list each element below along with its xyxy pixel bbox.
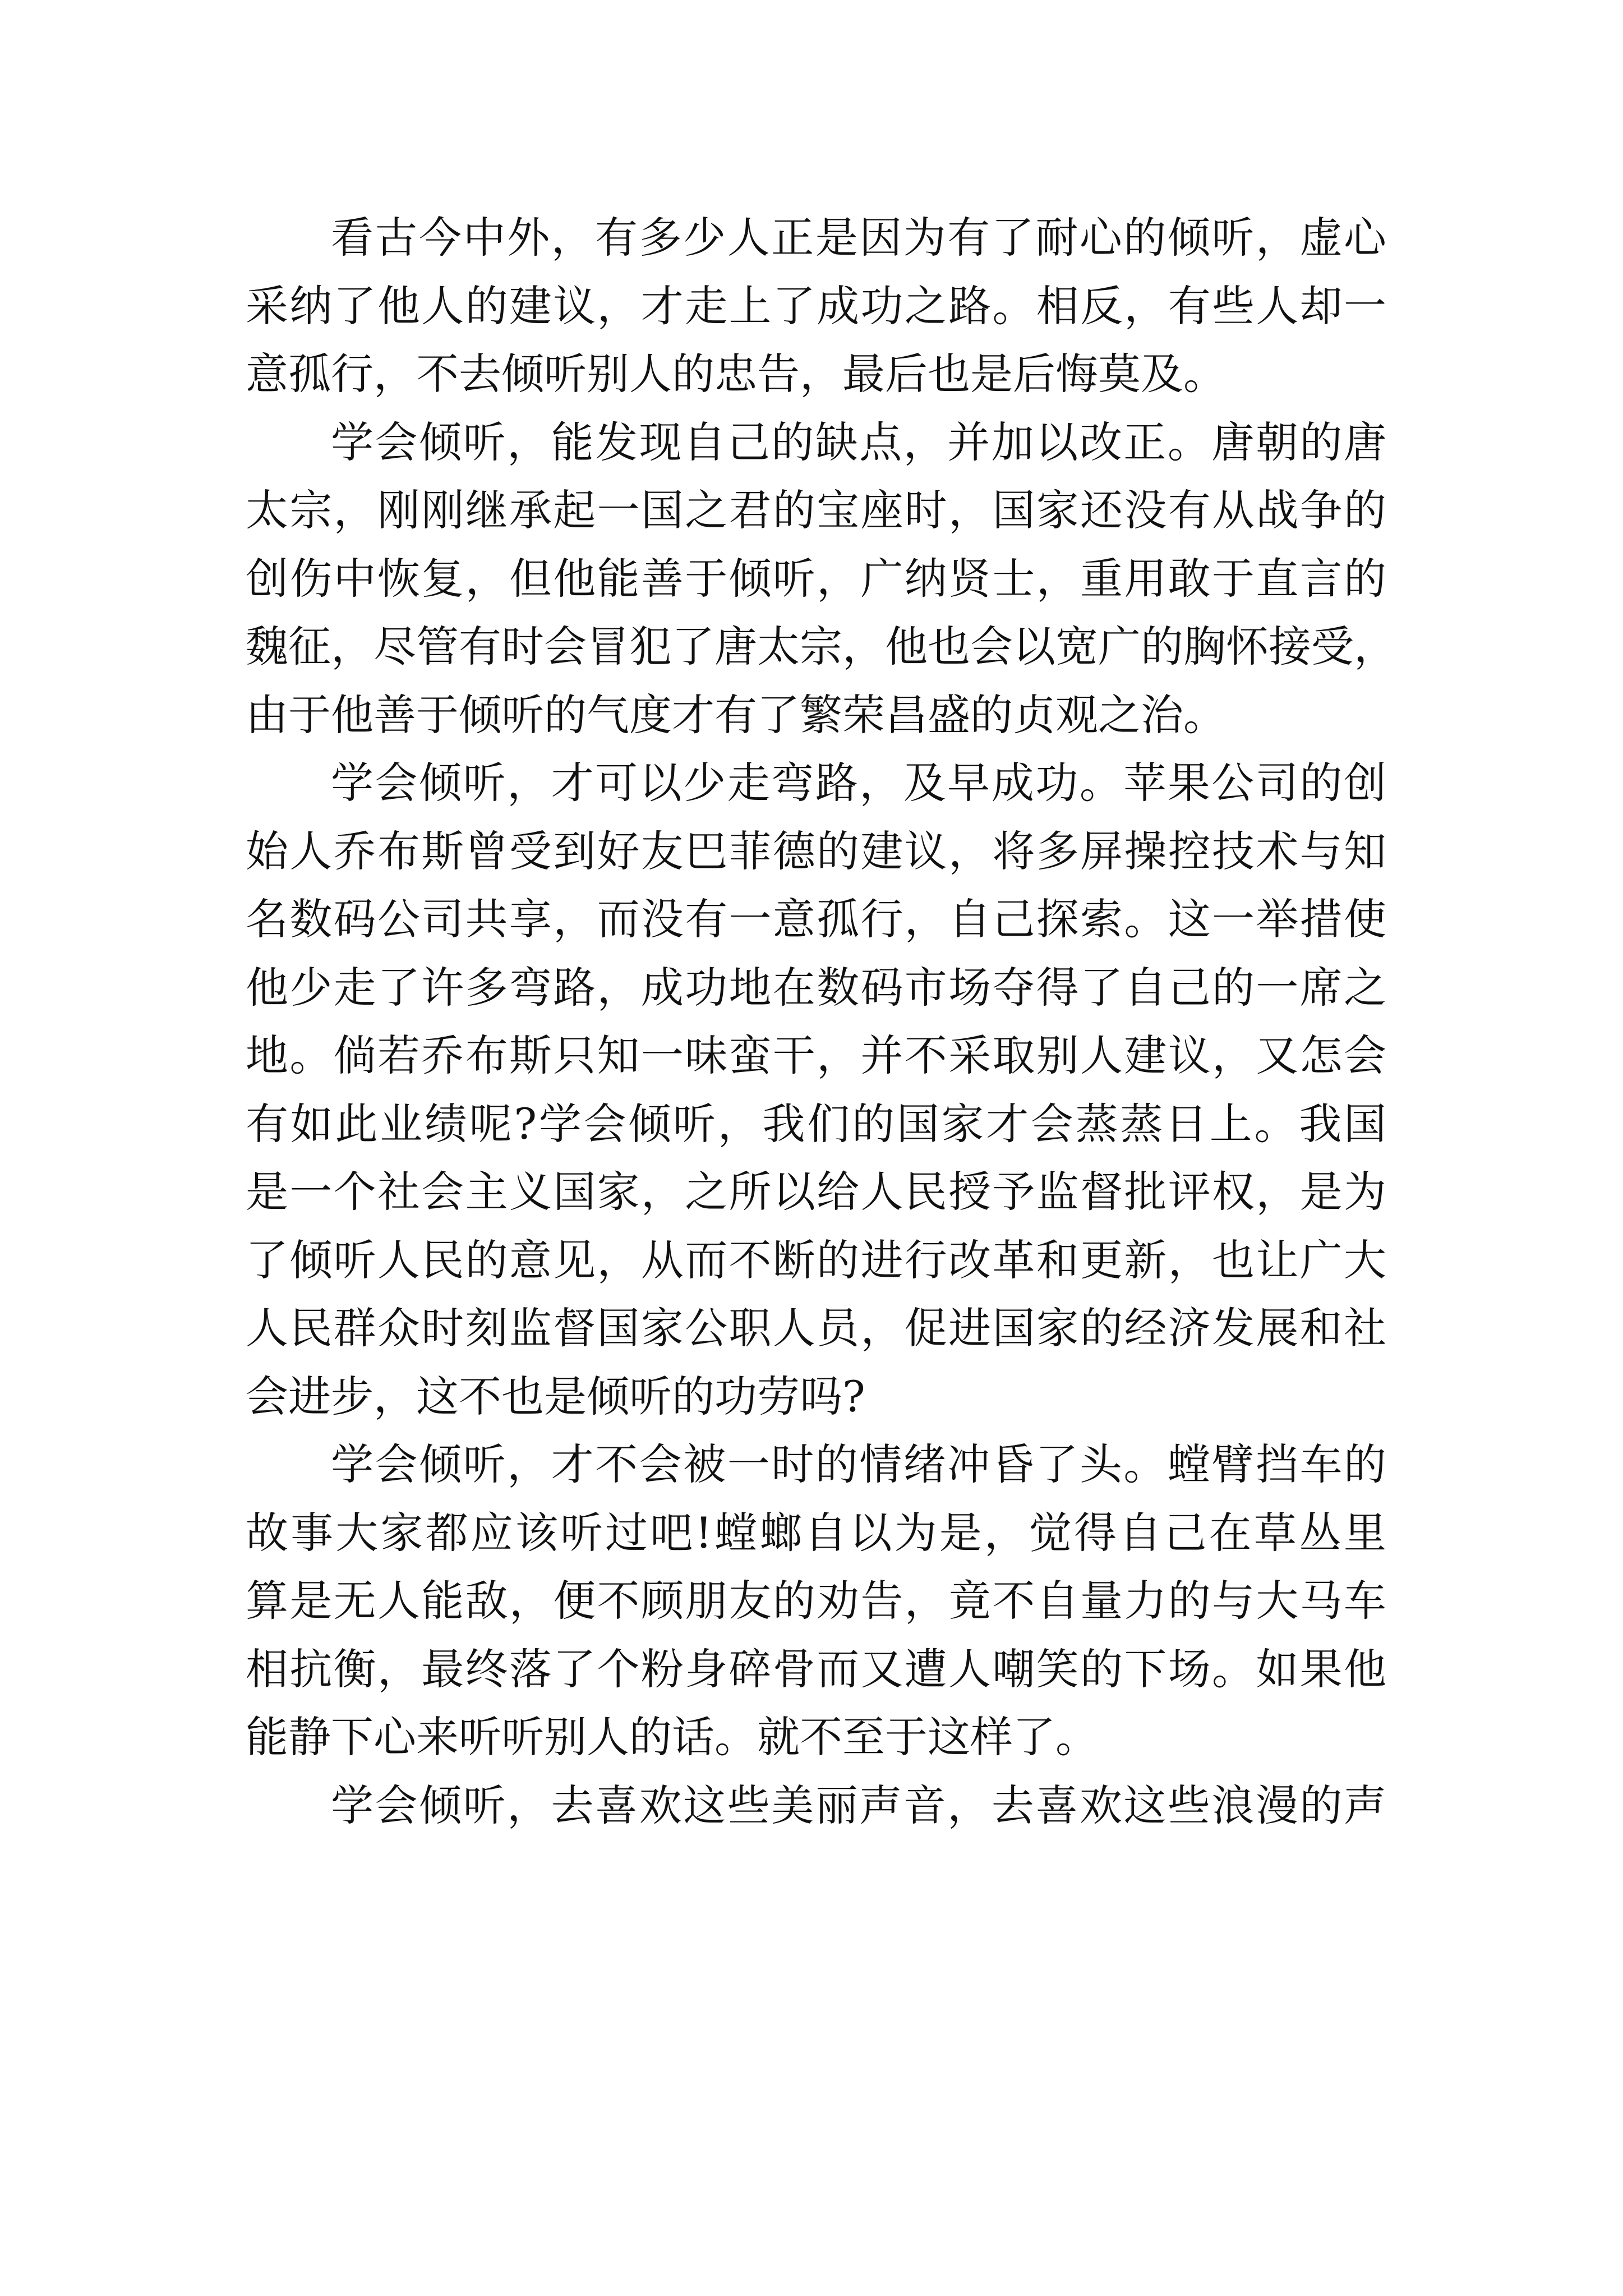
paragraph-line: 采纳了他人的建议，才走上了成功之路。相反，有些人却一 <box>246 280 1386 331</box>
paragraph-line: 会进步，这不也是倾听的功劳吗? <box>246 1371 865 1421</box>
paragraph-line: 名数码公司共享，而没有一意孤行，自己探索。这一举措使 <box>246 894 1386 944</box>
paragraph-line: 了倾听人民的意见，从而不断的进行改革和更新，也让广大 <box>246 1235 1386 1285</box>
paragraph-line: 算是无人能敌，便不顾朋友的劝告，竟不自量力的与大马车 <box>246 1576 1386 1626</box>
paragraph-line: 有如此业绩呢?学会倾听，我们的国家才会蒸蒸日上。我国 <box>246 1098 1386 1149</box>
article-body <box>246 204 1396 1839</box>
paragraph-line: 学会倾听，才可以少走弯路，及早成功。苹果公司的创 <box>331 758 1386 808</box>
paragraph-line: 故事大家都应该听过吧!螳螂自以为是，觉得自己在草丛里 <box>246 1507 1386 1558</box>
paragraph-line: 是一个社会主义国家，之所以给人民授予监督批评权，是为 <box>246 1167 1386 1217</box>
paragraph-line: 学会倾听，去喜欢这些美丽声音，去喜欢这些浪漫的声 <box>331 1780 1386 1830</box>
paragraph-line: 魏征，尽管有时会冒犯了唐太宗，他也会以宽广的胸怀接受， <box>246 622 1396 671</box>
paragraph-line: 始人乔布斯曾受到好友巴菲德的建议，将多屏操控技术与知 <box>246 826 1386 876</box>
paragraph-line: 创伤中恢复，但他能善于倾听，广纳贤士，重用敢于直言的 <box>246 553 1386 604</box>
paragraph-line: 学会倾听，能发现自己的缺点，并加以改正。唐朝的唐 <box>331 417 1386 467</box>
paragraph-line: 意孤行，不去倾听别人的忠告，最后也是后悔莫及。 <box>246 349 1226 399</box>
paragraph-line: 太宗，刚刚继承起一国之君的宝座时，国家还没有从战争的 <box>246 485 1386 535</box>
paragraph-line: 人民群众时刻监督国家公职人员，促进国家的经济发展和社 <box>246 1303 1386 1353</box>
paragraph-line: 看古今中外，有多少人正是因为有了耐心的倾听，虚心 <box>331 213 1386 263</box>
paragraph-line: 他少走了许多弯路，成功地在数码市场夺得了自己的一席之 <box>246 962 1386 1013</box>
paragraph-line: 相抗衡，最终落了个粉身碎骨而又遭人嘲笑的下场。如果他 <box>246 1644 1386 1694</box>
paragraph-line: 学会倾听，才不会被一时的情绪冲昏了头。螳臂挡车的 <box>331 1439 1386 1489</box>
paragraph-line: 地。倘若乔布斯只知一味蛮干，并不采取别人建议，又怎会 <box>246 1030 1386 1080</box>
paragraph-line: 能静下心来听听别人的话。就不至于这样了。 <box>246 1712 1098 1762</box>
paragraph-line: 由于他善于倾听的气度才有了繁荣昌盛的贞观之治。 <box>246 689 1226 740</box>
